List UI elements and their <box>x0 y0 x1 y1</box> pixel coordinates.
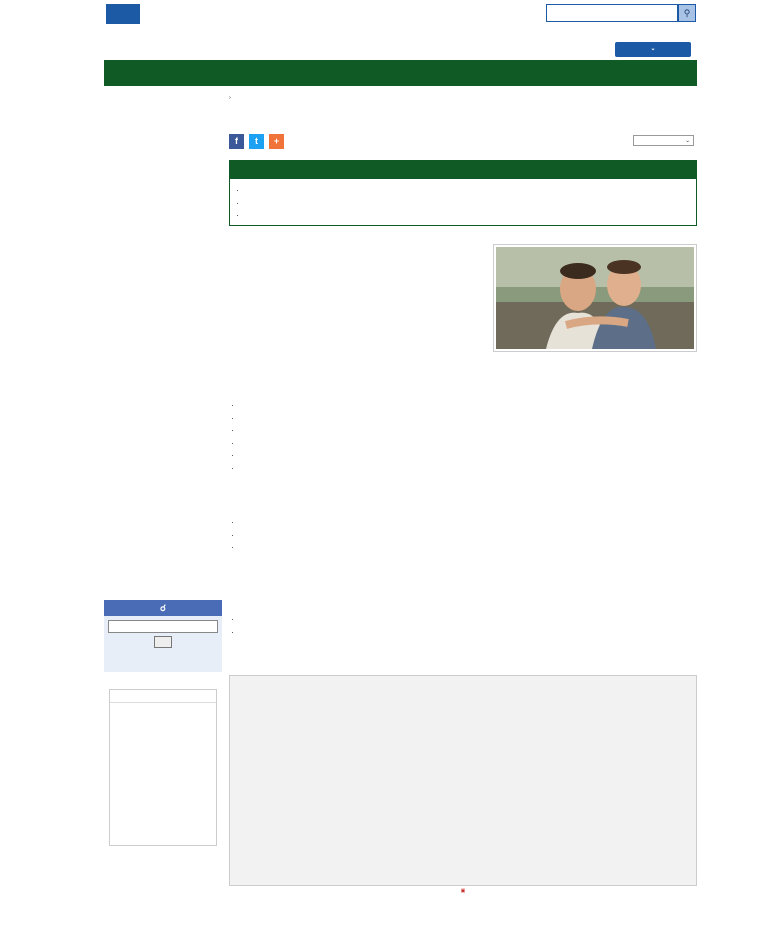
fast-fact <box>246 184 696 197</box>
list-item <box>241 399 697 412</box>
get-tested-widget <box>104 600 222 672</box>
list-item <box>241 412 697 425</box>
follow-box <box>109 689 217 846</box>
facebook-share-icon[interactable]: f <box>229 134 244 149</box>
search-icon: ⚲ <box>683 8 691 18</box>
list-item <box>241 424 697 437</box>
list-item <box>241 541 697 554</box>
list-item <box>241 449 697 462</box>
format-select[interactable] <box>633 135 694 146</box>
go-button[interactable] <box>154 636 172 648</box>
plus-share-icon[interactable]: + <box>269 134 284 149</box>
fast-fact <box>246 209 696 222</box>
twitter-share-icon[interactable]: t <box>249 134 264 149</box>
az-index-button[interactable] <box>615 42 691 57</box>
bar-chart <box>230 676 696 885</box>
get-tested-title <box>104 600 222 616</box>
chevron-down-icon: ⌄ <box>685 138 690 144</box>
search-input[interactable] <box>546 4 678 22</box>
zip-input[interactable] <box>108 620 218 633</box>
list-item <box>241 626 697 639</box>
list-item <box>241 437 697 450</box>
fast-fact <box>246 197 696 210</box>
chart-source <box>229 888 697 894</box>
search-button[interactable] <box>678 4 696 22</box>
cdc-logo[interactable] <box>106 4 140 24</box>
search-pin-icon: ☌ <box>159 603 167 613</box>
pdf-icon: ▣ <box>460 888 466 894</box>
diagnoses-list <box>229 516 697 554</box>
follow-title <box>110 690 216 703</box>
diagnoses-list-2 <box>229 613 697 638</box>
photo <box>493 244 697 352</box>
list-item <box>241 613 697 626</box>
fast-facts-box <box>229 160 697 226</box>
breadcrumb: › <box>229 95 231 101</box>
infections-list <box>229 399 697 474</box>
fast-facts-title <box>230 161 696 179</box>
chart-area <box>229 675 697 886</box>
men-photo <box>496 247 694 349</box>
topic-title <box>104 60 697 86</box>
list-item <box>241 529 697 542</box>
list-item <box>241 516 697 529</box>
list-item <box>241 462 697 475</box>
chevron-down-icon: ⌄ <box>650 46 656 52</box>
